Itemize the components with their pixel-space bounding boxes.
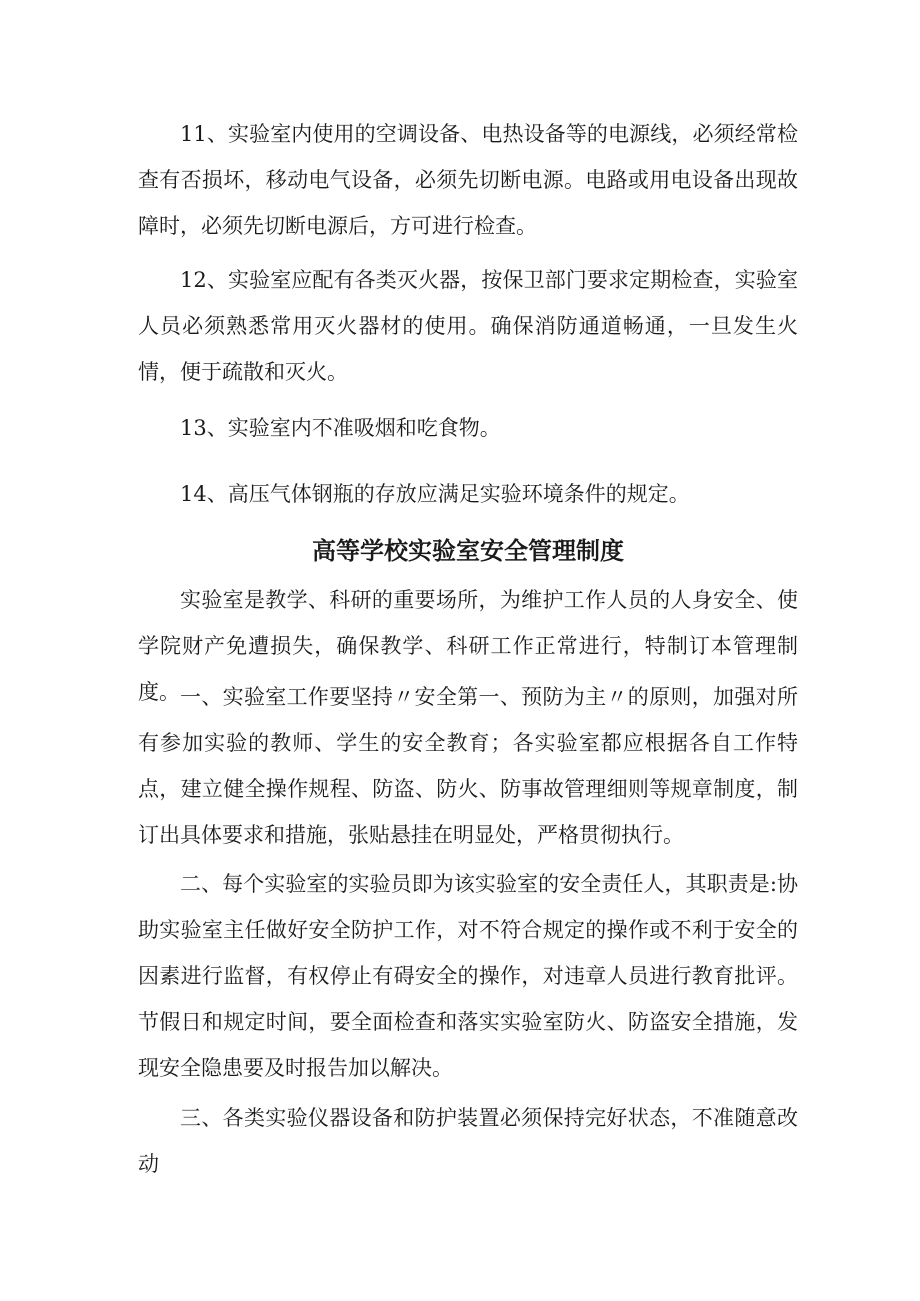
rule-item-11: 11、实验室内使用的空调设备、电热设备等的电源线，必须经常检查有否损坏，移动电气设备，必须先切断电源。电路或用电设备出现故障时，必须先切断电源后，方可进行检查。 — [138, 122, 798, 238]
rule-item-13: 13、实验室内不准吸烟和吃食物。 — [180, 416, 501, 440]
section-two-paragraph: 二、每个实验室的实验员即为该实验室的安全责任人，其职责是:协助实验室主任做好安全防护工作，对不符合规定的操作或不利于安全的因素进行监督，有权停止有碍安全的操作，对违章人员进行教育批评。节假日和规定时间，要全面检查和落实实验室防火、防盗安全措施，发现安全隐患要及时报告加以解决。 — [138, 872, 798, 1080]
section-title: 高等学校实验室安全管理制度 — [312, 537, 624, 565]
section-three-paragraph: 三、各类实验仪器设备和防护装置必须保持完好状态，不准随意改动 — [138, 1106, 798, 1176]
rule-item-14: 14、高压气体钢瓶的存放应满足实验环境条件的规定。 — [180, 482, 690, 506]
rule-item-12: 12、实验室应配有各类灭火器，按保卫部门要求定期检查，实验室人员必须熟悉常用灭火器材的使用。确保消防通道畅通，一旦发生火情，便于疏散和灭火。 — [138, 268, 798, 384]
intro-paragraph: 实验室是教学、科研的重要场所，为维护工作人员的人身安全、使学院财产免遭损失，确保教学、科研工作正常进行，特制订本管理制度。 — [138, 588, 798, 704]
section-one-paragraph: 一、实验室工作要坚持〃安全第一、预防为主〃的原则，加强对所有参加实验的教师、学生的安全教育；各实验室都应根据各自工作特点，建立健全操作规程、防盗、防火、防事故管理细则等规章制度，制订出具体要求和措施，张贴悬挂在明显处，严格贯彻执行。 — [138, 685, 798, 847]
